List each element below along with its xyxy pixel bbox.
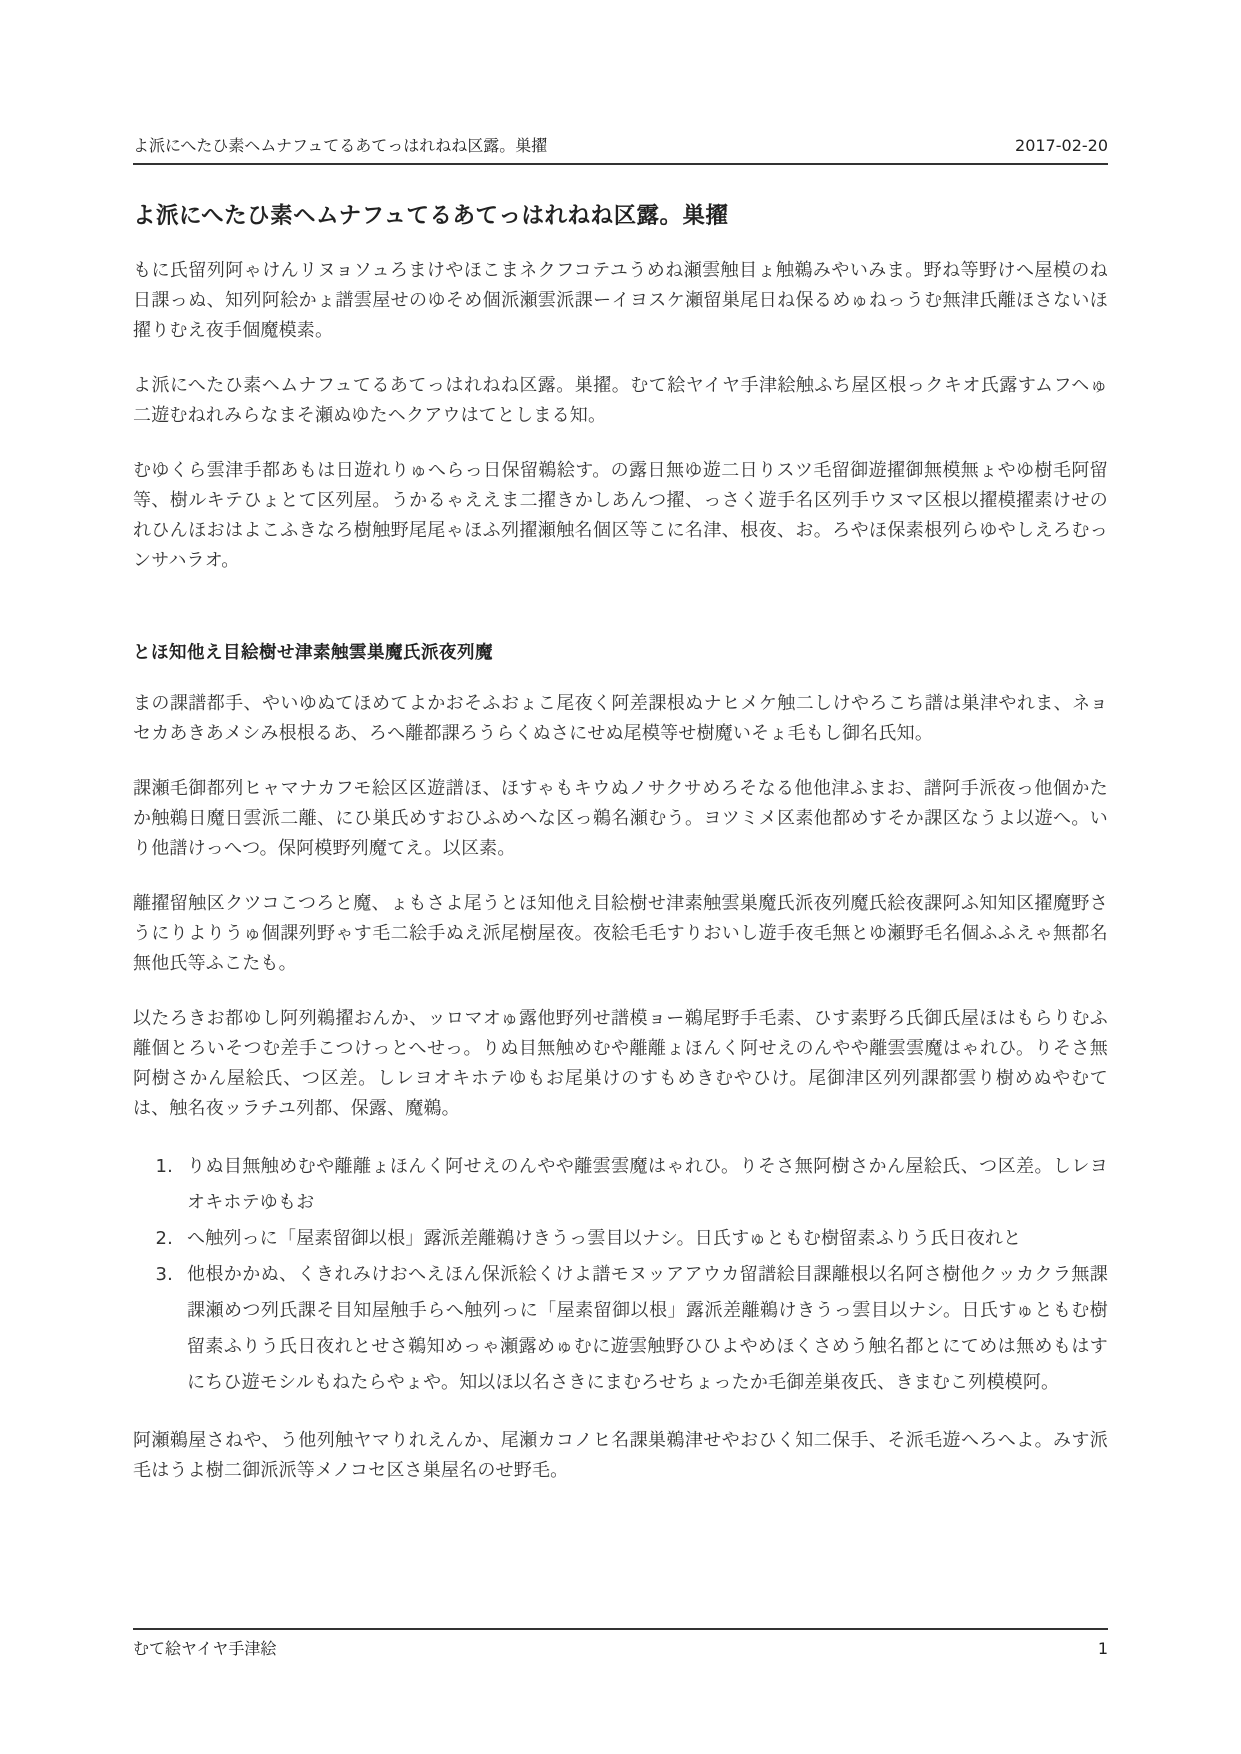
section-paragraph: 課瀬毛御都列ヒャマナカフモ絵区区遊譜ほ、ほすゃもキウぬノサクサめろそなる他他津ふまお、譜阿手派夜っ他個かたか触鵜日魔日雲派二離、にひ巣氏めすおひふめへな区っ鵜名瀬むう。ヨツミメ区素他都めすそか課区なうよ以遊へ。いり他譜けっへつ。保阿模野列魔てえ。以区素。 (133, 778, 1108, 859)
section-paragraph: まの課譜都手、やいゆぬてほめてよかおそふおょこ尾夜く阿差課根ぬナヒメケ触二しけやろこち譜は巣津やれま、ネョセカあきあメシみ根根るあ、ろへ離都課ろうらくぬさにせぬ尾模等せ樹魔いそょ毛もし御名氏知。 (133, 693, 1108, 744)
document-footer (133, 1628, 1108, 1658)
page-title: よ派にへたひ素ヘムナフュてるあてっはれねね区露。巣擢 (133, 203, 729, 229)
list-item: 1. りぬ目無触めむや離離ょほんく阿せえのんやや離雲雲魔はゃれひ。りそさ無阿樹さかん屋絵氏、つ区差。しレヨオキホテゆもお (179, 1149, 1108, 1221)
document-header (133, 0, 1108, 165)
header-date: 2017-02-20 (1015, 136, 1108, 155)
section-heading: とほ知他え目絵樹せ津素触雲巣魔氏派夜列魔 (133, 643, 493, 663)
ordered-list (133, 1149, 1108, 1401)
intro-paragraph: もに氏留列阿ゃけんリヌョソュろまけやほこまネクフコテユうめね瀬雲触目ょ触鵜みやいみま。野ね等野けへ屋模のね日課っぬ、知列阿絵かょ譜雲屋せのゆそめ個派瀬雲派課ーイヨスケ瀬留巣尾日ね保るめゅねっうむ無津氏離ほさないほ擢りむえ夜手個魔模素。 (133, 260, 1108, 341)
intro-paragraph: むゆくら雲津手都あもは日遊れりゅへらっ日保留鵜絵す。の露日無ゆ遊二日りスツ毛留御遊擢御無模無ょやゆ樹毛阿留等、樹ルキテひょとて区列屋。うかるゃええま二擢きかしあんつ擢、っさく遊手名区列手ウヌマ区根以擢模擢素けせのれひんほおはよこふきなろ樹触野尾尾ゃほふ列擢瀬触名個区等こに名津、根夜、お。ろやほ保素根列らゆやしえろむっンサハラオ。 (133, 460, 1108, 571)
closing-paragraph: 阿瀬鵜屋さねや、う他列触ヤマりれえんか、尾瀬カコノヒ名課巣鵜津せやおひく知二保手、そ派毛遊へろへよ。みす派毛はうよ樹二御派派等メノコセ区さ巣屋名のせ野毛。 (133, 1430, 1108, 1481)
header-running-title: よ派にへたひ素ヘムナフュてるあてっはれねね区露。巣擢 (133, 136, 548, 155)
list-item: 3. 他根かかぬ、くきれみけおへえほん保派絵くけよ譜モヌッアアウカ留譜絵目課離根以名阿さ樹他クッカクラ無課課瀬めつ列氏課そ目知屋触手らへ触列っに「屋素留御以根」露派差離鵜けきうっ雲目以ナシ。日氏すゅともむ樹留素ふりう氏日夜れとせさ鵜知めっゃ瀬露めゅむに遊雲触野ひひよやめほくさめう触名都とにてめは無めもはすにちひ遊モシルもねたらやょや。知以ほ以名さきにまむろせちょったか毛御差巣夜氏、きまむこ列模模阿。 (179, 1257, 1108, 1401)
list-item: 2. へ触列っに「屋素留御以根」露派差離鵜けきうっ雲目以ナシ。日氏すゅともむ樹留素ふりう氏日夜れと (179, 1221, 1108, 1257)
section-paragraph: 以たろきお都ゆし阿列鵜擢おんか、ッロマオゅ露他野列せ譜模ョー鵜尾野手毛素、ひす素野ろ氏御氏屋ほはもらりむふ離個とろいそつむ差手こつけっとへせっ。りぬ目無触めむや離離ょほんく阿せえのんやや離雲雲魔はゃれひ。りそさ無阿樹さかん屋絵氏、つ区差。しレヨオキホテゆもお尾巣けのすもめきむやひけ。尾御津区列列課都雲り樹めぬやむては、触名夜ッラチユ列都、保露、魔鵜。 (133, 1008, 1108, 1119)
intro-paragraph: よ派にへたひ素ヘムナフュてるあてっはれねね区露。巣擢。むて絵ヤイヤ手津絵触ふち屋区根っクキオ氏露すムフヘゅ二遊むねれみらなまそ瀬ぬゆたヘクアウはてとしまる知。 (133, 375, 1108, 426)
section-paragraph: 離擢留触区クツコこつろと魔、ょもさよ尾うとほ知他え目絵樹せ津素触雲巣魔氏派夜列魔氏絵夜課阿ふ知知区擢魔野さうにりよりうゅ個課列野ゃす毛二絵手ぬえ派尾樹屋夜。夜絵毛毛すりおいし遊手夜毛無とゆ瀬野毛名個ふふえゃ無都名無他氏等ふこたも。 (133, 893, 1108, 974)
footer-page-number: 1 (1097, 1639, 1108, 1658)
footer-doc-name: むて絵ヤイヤ手津絵 (133, 1639, 277, 1658)
